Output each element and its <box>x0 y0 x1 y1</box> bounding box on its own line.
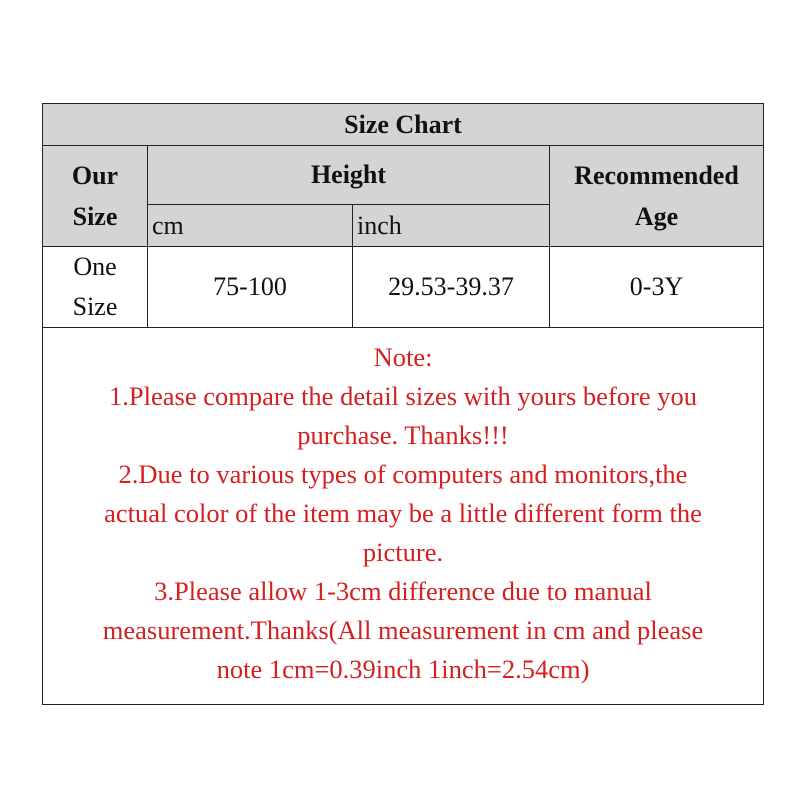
inch-unit-header: inch <box>353 205 550 247</box>
note-line: measurement.Thanks(All measurement in cm and please <box>102 614 704 645</box>
size-chart-table <box>42 103 764 705</box>
table-row <box>43 247 764 328</box>
note-row <box>43 328 764 705</box>
note-line: picture. <box>362 536 444 567</box>
our-size-header-line1: Our <box>71 161 119 190</box>
note-line: note 1cm=0.39inch 1inch=2.54cm) <box>216 653 590 684</box>
age-value: 0-3Y <box>550 247 764 328</box>
note-line: 3.Please allow 1-3cm difference due to manual <box>154 575 652 606</box>
age-header-line2: Age <box>634 202 679 231</box>
our-size-header-line2: Size <box>72 202 118 231</box>
note-block <box>43 328 764 705</box>
our-size-header <box>43 146 148 247</box>
age-header-line1: Recommended <box>574 161 739 190</box>
size-value-line2: Size <box>72 292 118 321</box>
header-row <box>43 146 764 205</box>
note-line: purchase. Thanks!!! <box>297 419 509 450</box>
size-value-line1: One <box>73 252 117 281</box>
size-value <box>43 247 148 328</box>
table-title: Size Chart <box>43 104 764 146</box>
note-line: 2.Due to various types of computers and monitors,the <box>118 458 688 489</box>
height-header: Height <box>148 146 550 205</box>
title-row <box>43 104 764 146</box>
cm-value: 75-100 <box>148 247 353 328</box>
recommended-age-header <box>550 146 764 247</box>
cm-unit-header: cm <box>148 205 353 247</box>
note-line: 1.Please compare the detail sizes with yours before you <box>109 380 697 411</box>
note-heading: Note: <box>373 341 433 372</box>
note-line: actual color of the item may be a little different form the <box>104 497 702 528</box>
inch-value: 29.53-39.37 <box>353 247 550 328</box>
